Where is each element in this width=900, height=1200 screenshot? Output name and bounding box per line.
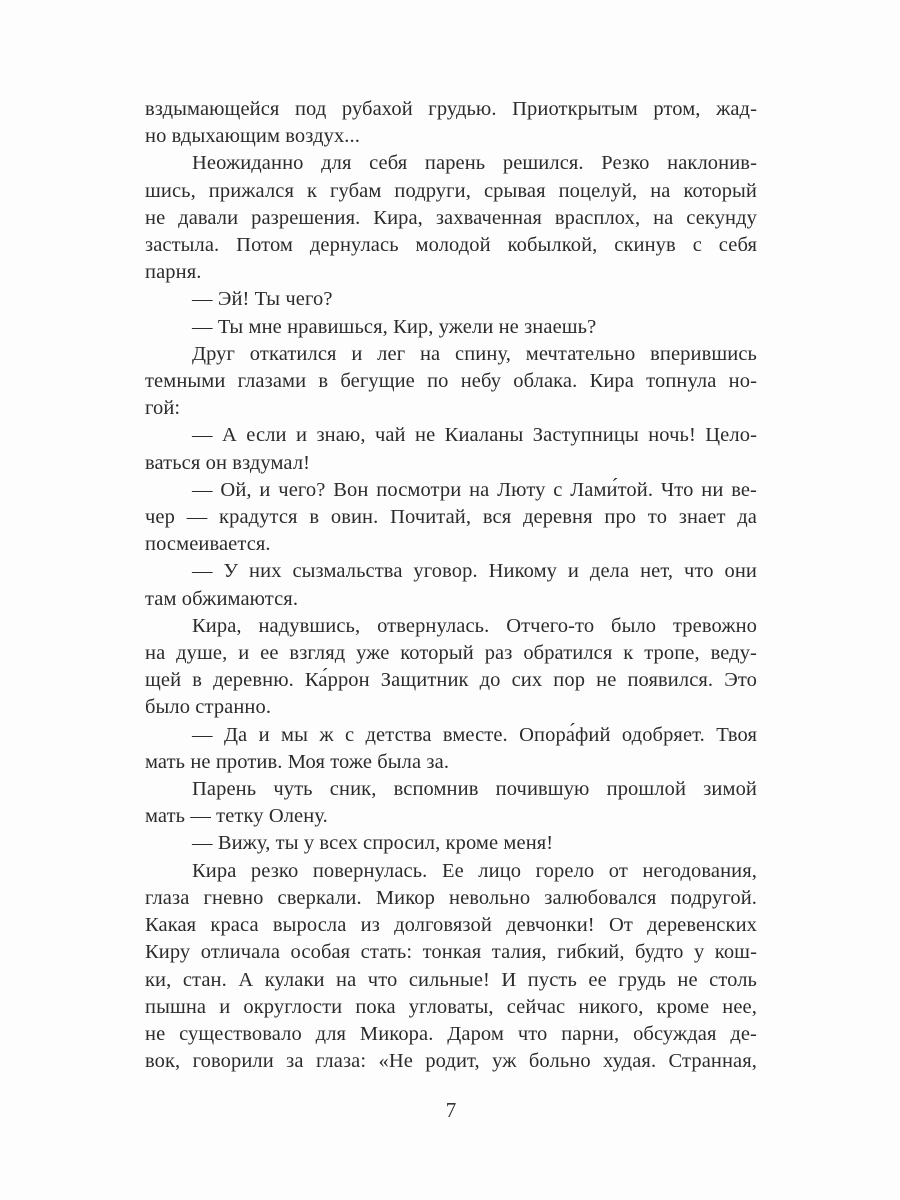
- text-line: но вдыхающим воздух...: [145, 125, 360, 148]
- text-line: — Ой, и чего? Вон посмотри на Люту с Лами́той. Что ни ве-: [192, 478, 757, 501]
- text-line: пышна и округлости пока угловаты, сейчас никого, кроме нее,: [145, 995, 757, 1018]
- text-line: вздымающейся под рубахой грудью. Приоткрытым ртом, жад-: [145, 98, 757, 120]
- text-line: — Эй! Ты чего?: [192, 288, 333, 311]
- text-line: мать — тетку Олену.: [145, 805, 328, 828]
- text-line: щей в деревню. Ка́ррон Защитник до сих пор не появился. Это: [145, 669, 757, 692]
- paragraph: [145, 558, 757, 612]
- text-line: темными глазами в бегущие по небу облака. Кира топнула но-: [145, 370, 757, 393]
- text-line: мать не против. Моя тоже была за.: [145, 750, 450, 773]
- text-line: Киру отличала особая стать: тонкая талия, гибкий, будто у кош-: [145, 941, 757, 964]
- text-line: на душе, и ее взгляд уже который раз обратился к тропе, веду-: [145, 642, 757, 665]
- paragraph: [145, 341, 757, 423]
- text-line: шись, прижался к губам подруги, срывая поцелуй, на который: [145, 179, 757, 202]
- paragraph: [145, 613, 757, 722]
- paragraph: [145, 776, 757, 830]
- text-line: ки, стан. А кулаки на что сильные! И пусть ее грудь не столь: [145, 968, 757, 991]
- text-line: Друг откатился и лег на спину, мечтательно вперившись: [192, 342, 757, 365]
- text-line: не существовало для Микора. Даром что парни, обсуждая де-: [145, 1022, 757, 1045]
- text-line: — Ты мне нравишься, Кир, ужели не знаешь?: [192, 315, 597, 338]
- text-line: Парень чуть сник, вспомнив почившую прошлой зимой: [192, 778, 757, 801]
- text-line: Неожиданно для себя парень решился. Резко наклонив-: [192, 152, 757, 175]
- text-line: посмеивается.: [145, 533, 271, 556]
- text-line: там обжимаются.: [145, 587, 299, 610]
- text-line: ваться он вздумал!: [145, 451, 311, 474]
- text-line: глаза гневно сверкали. Микор невольно залюбовался подругой.: [145, 886, 757, 909]
- paragraph: [145, 422, 757, 476]
- page-text: [145, 96, 757, 1075]
- page-number: 7: [445, 1098, 457, 1122]
- paragraph: [145, 286, 757, 313]
- text-line: чер — крадутся в овин. Почитай, вся деревня про то знает да: [145, 506, 757, 529]
- text-line: — Вижу, ты у всех спросил, кроме меня!: [192, 832, 554, 855]
- paragraph: [145, 150, 757, 286]
- text-line: — Да и мы ж с детства вместе. Опора́фий одобряет. Твоя: [192, 723, 757, 746]
- text-line: было странно.: [145, 696, 272, 719]
- text-line: Кира, надувшись, отвернулась. Отчего-то было тревожно: [192, 614, 757, 637]
- text-line: — У них сызмальства уговор. Никому и дела нет, что они: [192, 560, 757, 583]
- paragraph: [145, 830, 757, 857]
- paragraph: [145, 314, 757, 341]
- text-line: — А если и знаю, чай не Киаланы Заступницы ночь! Цело-: [192, 424, 757, 447]
- text-line: парня.: [145, 261, 202, 284]
- text-line: застыла. Потом дернулась молодой кобылкой, скинув с себя: [145, 234, 757, 257]
- text-line: Какая краса выросла из долговязой девчонки! От деревенских: [145, 914, 757, 937]
- text-line: вок, говорили за глаза: «Не родит, уж больно худая. Странная,: [145, 1050, 757, 1073]
- paragraph: [145, 858, 757, 1076]
- text-line: Кира резко повернулась. Ее лицо горело от негодования,: [192, 859, 757, 882]
- paragraph: [145, 722, 757, 776]
- text-line: гой:: [145, 397, 181, 420]
- paragraph: [145, 96, 757, 150]
- text-line: не давали разрешения. Кира, захваченная врасплох, на секунду: [145, 206, 757, 229]
- paragraph: [145, 477, 757, 559]
